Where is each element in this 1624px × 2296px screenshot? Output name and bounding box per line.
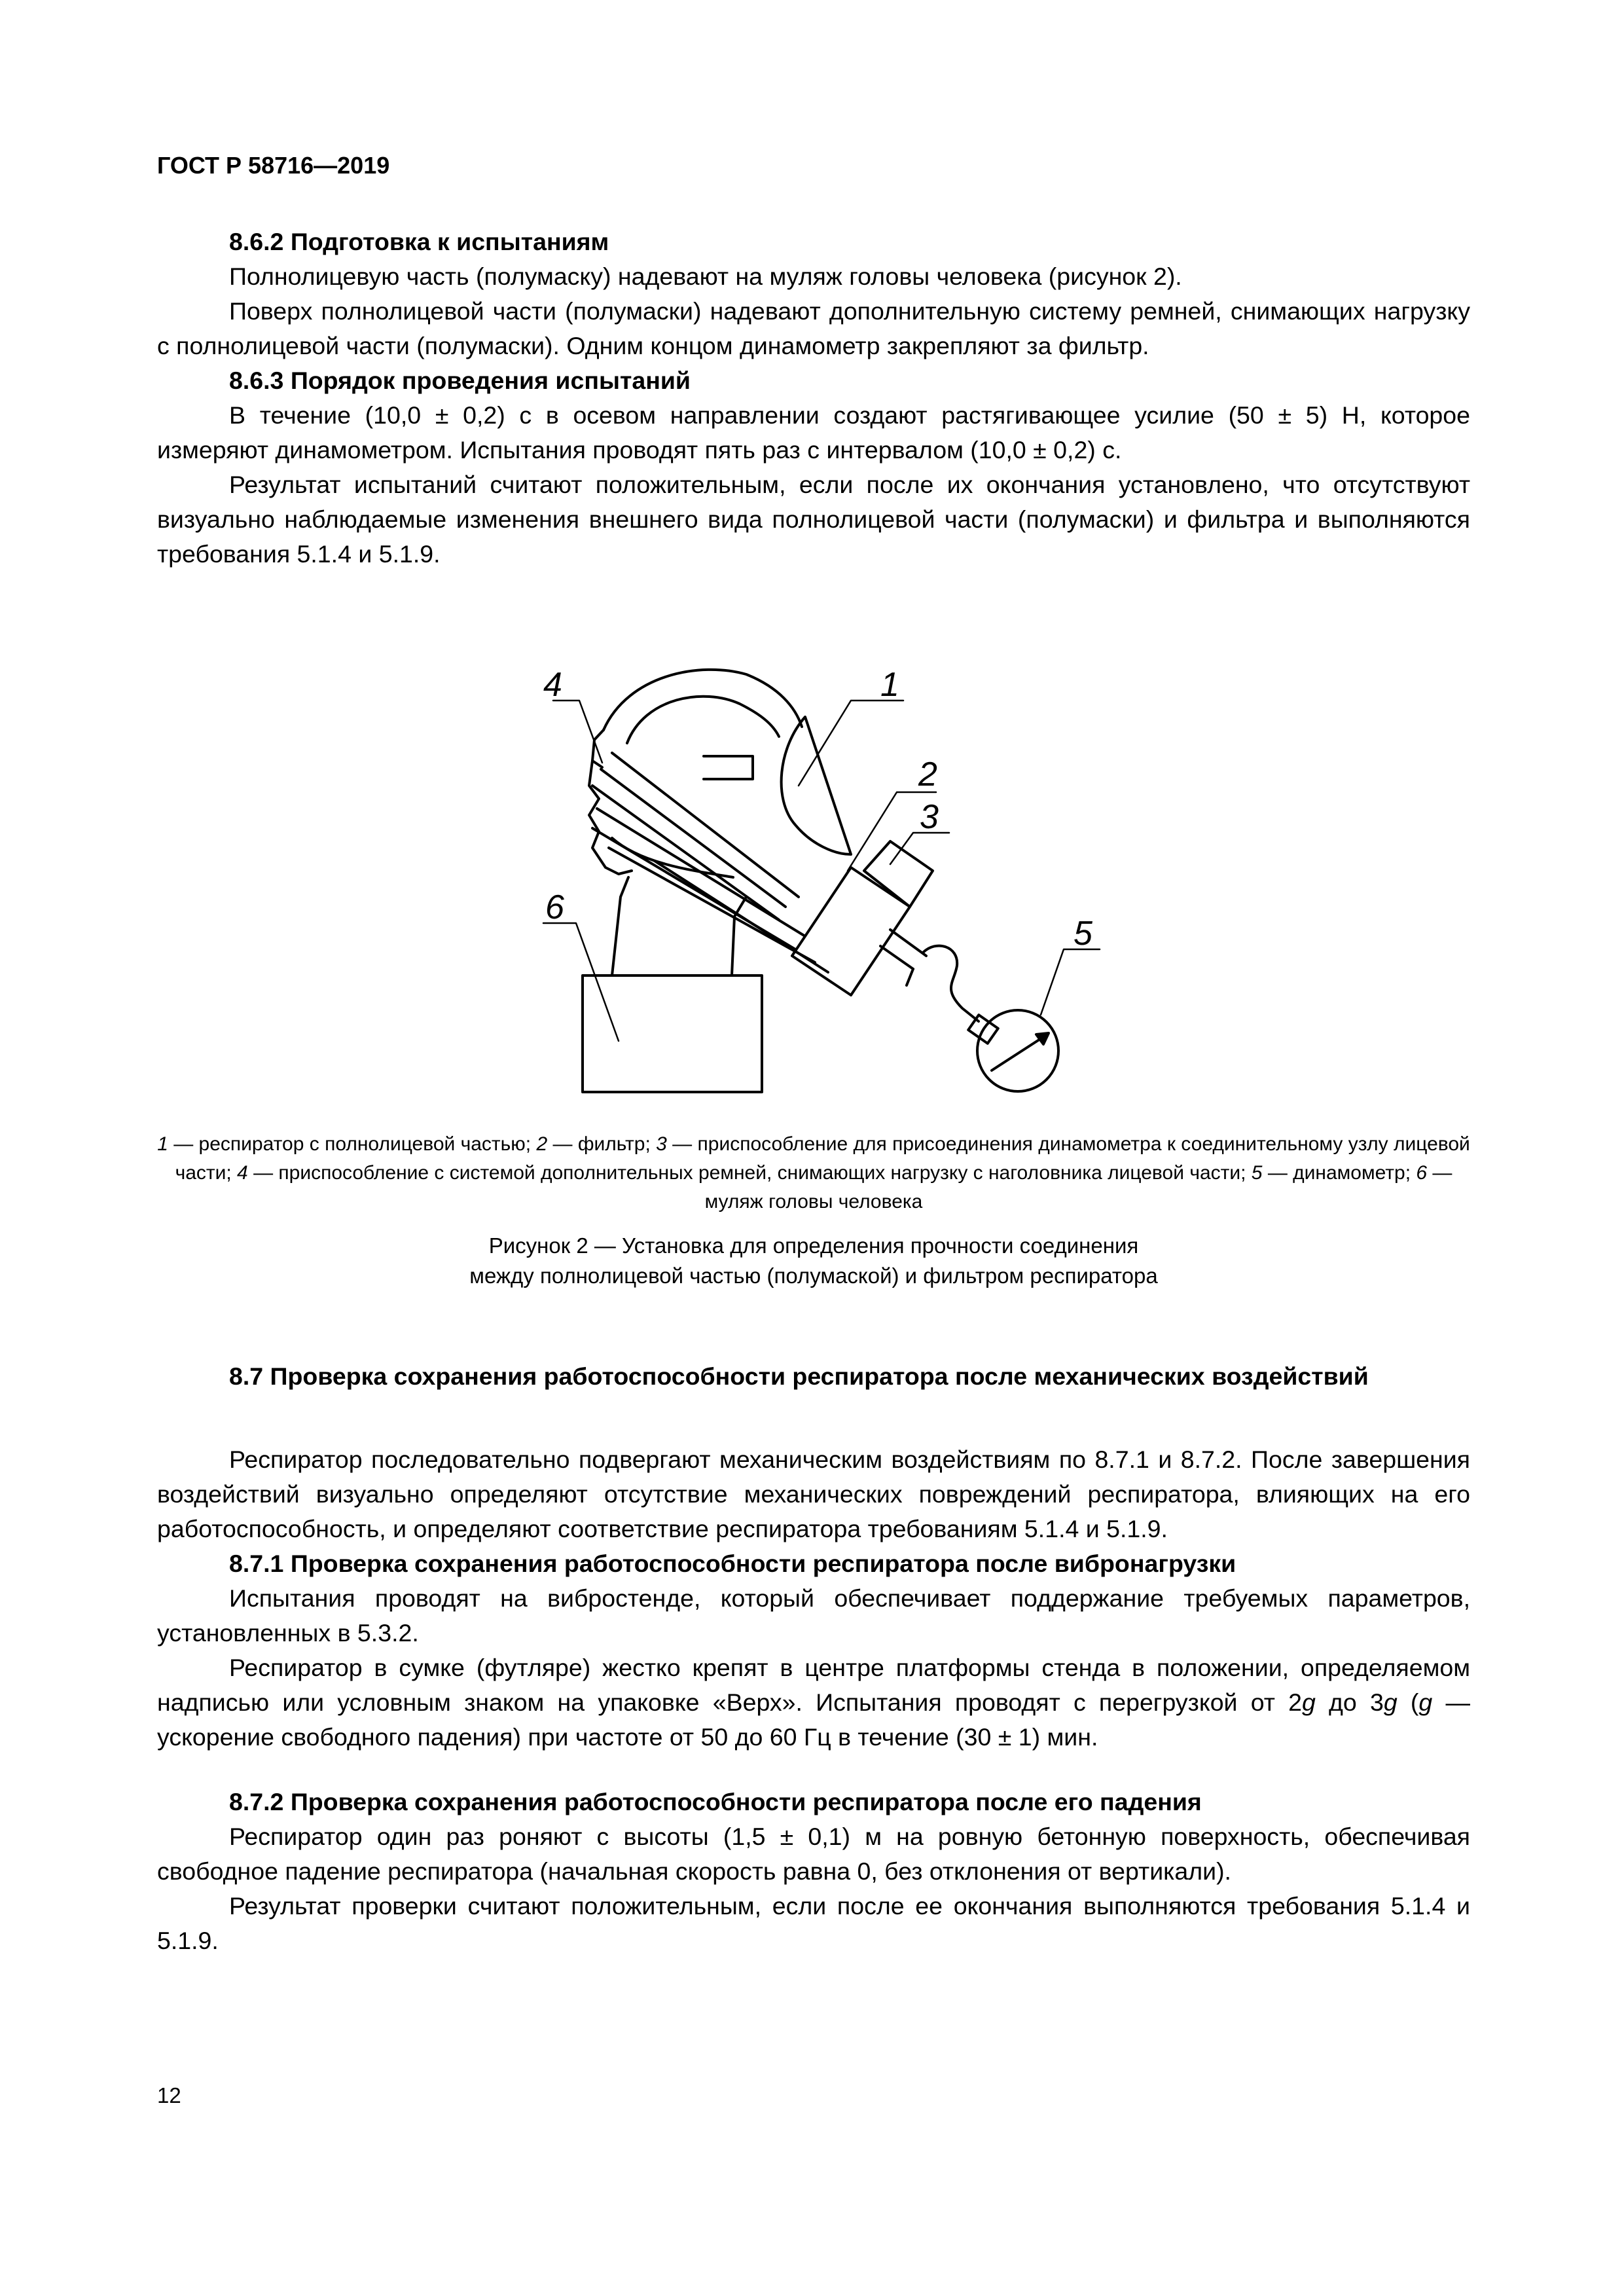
paragraph: Испытания проводят на вибростенде, который обеспечивает поддержание требуемых параметров, установленных в 5.3.2. <box>157 1584 1470 1647</box>
dummy-neck-front <box>612 877 628 975</box>
section-8-7-body <box>157 1442 1470 1755</box>
paragraph: В течение (10,0 ± 0,2) с в осевом направлении создают растягивающее усилие (50 ± 5) Н, которое измеряют динамометром. Испытания проводят пять раз с интервалом (10,0 ± 0,2) с. <box>157 401 1470 464</box>
hook <box>923 946 979 1021</box>
section-8-7-2 <box>157 1785 1470 1958</box>
helmet-inner <box>627 697 779 743</box>
legend-text: — приспособление с системой дополнительных ремней, снимающих нагрузку с наголовника лицевой части; <box>247 1162 1252 1184</box>
text-run: — ускорение свободного падения) при частоте от 50 до 60 Гц в течение (30 ± 1) мин. <box>157 1688 1470 1751</box>
callout-5: 5 <box>1074 915 1092 953</box>
g-symbol: g <box>1418 1688 1433 1716</box>
paragraph: Полнолицевую часть (полумаску) надевают на муляж головы человека (рисунок 2). <box>229 263 1182 290</box>
section-8-6-2 <box>157 225 1470 572</box>
callout-4: 4 <box>543 666 562 704</box>
callout-6: 6 <box>545 888 564 926</box>
section-heading: 8.7.2 Проверка сохранения работоспособности респиратора после его падения <box>229 1788 1202 1815</box>
legend-text: — приспособление для присоединения динамометра к соединительному узлу лицевой части; <box>175 1133 1470 1184</box>
paragraph: Результат испытаний считают положительным, если после их окончания установлено, что отсутствуют визуально наблюдаемые изменения внешнего вида полнолицевой части (полумаски) и фильтра и выполняются требования 5.1.4 и 5.1.9. <box>157 471 1470 568</box>
test-setup-drawing <box>0 589 1624 1113</box>
dummy-neck-back <box>732 897 746 975</box>
paragraph: Поверх полнолицевой части (полумаски) надевают дополнительную систему ремней, снимающих нагрузку с полнолицевой части (полумаски). Одним концом динамометр закрепляют за фильтр. <box>157 297 1470 359</box>
legend-text: — динамометр; <box>1262 1162 1416 1184</box>
caption-line: между полнолицевой частью (полумаской) и фильтром респиратора <box>469 1264 1158 1288</box>
document-code: ГОСТ Р 58716—2019 <box>157 152 390 179</box>
text-run: Респиратор в сумке (футляре) жестко крепят в центре платформы стенда в положении, определяемом надписью или условным знаком на упаковке «Верх». Испытания проводят с перегрузкой от 2 <box>157 1654 1470 1716</box>
leader-4 <box>553 701 602 763</box>
section-heading: 8.7.1 Проверка сохранения работоспособности респиратора после вибронагрузки <box>229 1550 1236 1577</box>
figure-2 <box>0 589 1624 1113</box>
head-dummy-base <box>583 975 762 1092</box>
figure-caption <box>157 1231 1470 1291</box>
paragraph-with-g <box>157 1650 1470 1755</box>
text-run: до 3 <box>1315 1688 1384 1716</box>
caption-line: Рисунок 2 — Установка для определения прочности соединения <box>488 1233 1139 1258</box>
section-heading: 8.6.2 Подготовка к испытаниям <box>229 228 609 255</box>
strap-7 <box>655 861 828 972</box>
strap-buckle <box>704 756 753 779</box>
paragraph: Результат проверки считают положительным, если после ее окончания выполняются требования 5.1.4 и 5.1.9. <box>157 1892 1470 1954</box>
section-heading: 8.6.3 Порядок проведения испытаний <box>229 367 691 394</box>
connecting-rod-a <box>890 930 926 956</box>
figure-legend <box>157 1130 1470 1216</box>
text-run: ( <box>1397 1688 1419 1716</box>
legend-text: — фильтр; <box>547 1133 657 1155</box>
leader-6 <box>543 923 619 1041</box>
helmet-top <box>604 670 802 730</box>
respirator-visor <box>782 717 851 854</box>
legend-num: 4 <box>237 1162 248 1184</box>
leader-5 <box>1041 949 1100 1015</box>
callout-2: 2 <box>918 756 937 793</box>
paragraph: Респиратор один раз роняют с высоты (1,5 ± 0,1) м на ровную бетонную поверхность, обеспечивая свободное падение респиратора (начальная скорость равна 0, без отклонения от вертикали). <box>157 1823 1470 1885</box>
legend-text: — респиратор с полнолицевой частью; <box>168 1133 537 1155</box>
legend-num: 1 <box>157 1133 168 1155</box>
legend-num: 3 <box>656 1133 667 1155</box>
paragraph: Респиратор последовательно подвергают механическим воздействиям по 8.7.1 и 8.7.2. После завершения воздействий визуально определяют отсутствие механических повреждений респиратора, влияющих на его работоспособность, и определяют соответствие респиратора требованиям 5.1.4 и 5.1.9. <box>157 1446 1470 1542</box>
legend-text: — муляж головы человека <box>704 1162 1453 1212</box>
connecting-rod-b <box>880 946 913 969</box>
legend-num: 5 <box>1251 1162 1263 1184</box>
section-8-7-heading: 8.7 Проверка сохранения работоспособности респиратора после механических воздействий <box>229 1362 1369 1390</box>
g-symbol: g <box>1301 1688 1316 1716</box>
rod-tip <box>907 969 913 985</box>
legend-num: 6 <box>1416 1162 1428 1184</box>
callout-3: 3 <box>920 798 939 836</box>
g-symbol: g <box>1383 1688 1398 1716</box>
fixture-body <box>864 841 933 907</box>
page-number: 12 <box>157 2083 181 2107</box>
legend-num: 2 <box>536 1133 548 1155</box>
dynamometer-arrow <box>1036 1033 1049 1044</box>
callout-1: 1 <box>880 666 899 704</box>
